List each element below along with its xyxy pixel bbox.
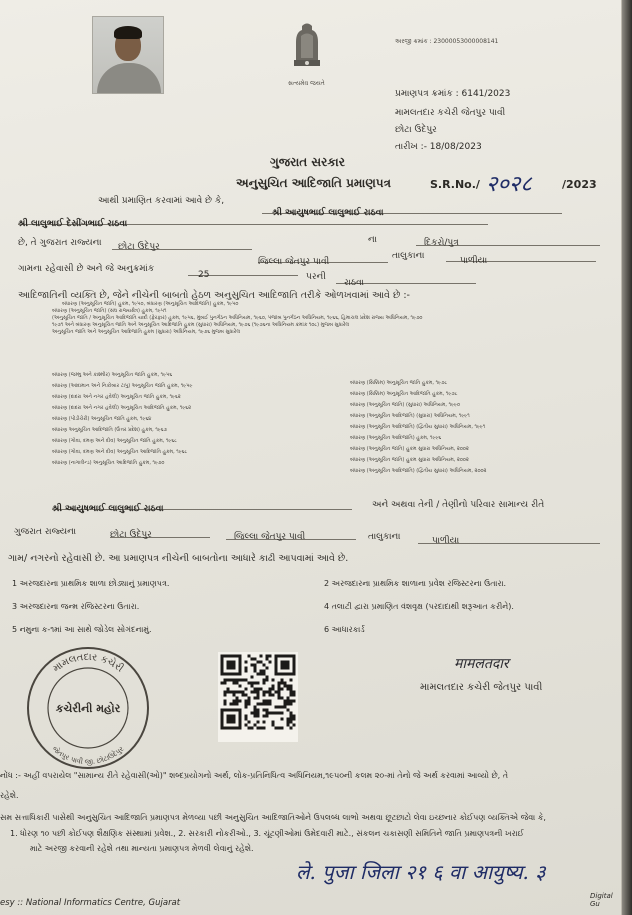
village: પાળીયા: [460, 256, 488, 266]
taluka-word: તાલુકાના: [392, 251, 425, 261]
footer-digital: Digital Gu: [590, 892, 613, 908]
family-taluka: જિલ્લા જેતપુર પાવી: [234, 532, 306, 542]
certificate-title: અનુસુચિત આદિજાતિ પ્રમાણપત્ર: [236, 176, 391, 190]
family-village-line-text: ગામ/ નગરનો રહેવાસી છે. આ પ્રમાણપત્ર નીચેની બાબતોના આધારે કાઢી આપવામાં આવે છે.: [8, 553, 349, 564]
order-item: બંધારણ (ગોવા, દમણ અને દીવ) અનુસૂચિત જાતિ હુકમ, ૧૯૬૮: [52, 438, 177, 444]
svg-text:મામલતદાર કચેરી: [51, 652, 126, 675]
applicant-photo: [92, 16, 164, 94]
document-item-1: 1 અરજદારના પ્રાથમિક શાળા છોડ્યાનું પ્રમાણપત્ર.: [12, 579, 170, 588]
village-line: [446, 248, 596, 266]
applicant-name: શ્રી આયુષભાઈ લાલુભાઈ રાઠવા: [272, 208, 384, 218]
order-item: બંધારણ (ગોવા, દમણ અને દીવ) અનુસૂચિત આદિજાતિ હુકમ, ૧૯૬૮: [52, 449, 188, 455]
order-item: બંધારણ અનુસૂચિત આદિજાતિ (ઉત્તર પ્રદેશ) હુકમ, ૧૯૬૭: [52, 427, 167, 433]
footnote-note: સમ સત્તાધિકારી પાસેથી અનુસુચિત આદિજાતિ પ્રમાણપત્ર મેળવ્યા પછી અનુસુચિત આદિજાતિઓને ઉપલબ્ધ લાભો અથવા છૂટછાટો લેવા ઇચ્છનાર કોઈપણ વ્યક્તિએ જેવા કે,: [0, 813, 546, 822]
order-item: બંધારણ (પોંડીચેરી) અનુસૂચિત જાતિ હુકમ, ૧૯૬૪: [52, 416, 152, 422]
family-taluka-line: [226, 524, 356, 540]
footnote-line-1: નોંધ :- અહીં વપરાયેલ "સામાન્ય રીતે રહેવાસી(ઓ)" શબ્દપ્રયોગનો અર્થ, લોક-પ્રતિનિધિત્વ અધિનિયમ,૧૯૫૦ની કલમ ૨૦-માં તેનો જે અર્થ કરવામાં આવ્યો છે, તે: [0, 771, 509, 780]
order-item: (અનુસૂચિત જાતિ / અનુસૂચિત આદિજાતિ યાદી (ફેરફાર) હુકમ, ૧૯૫૬, મુંબઈ પુનર્ગઠન અધિનિયમ, ૧૯૬૦, પંજાબ પુનર્ગઠન અધિનિયમ, ૧૯૬૬, હિમાચલ પ્રદેશ રાજ્ય અધિનિયમ, ૧૯૭૦: [52, 315, 423, 321]
sr-label: S.R.No./: [430, 178, 480, 191]
signing-office: મામલતદાર કચેરી જેતપુર પાવી: [420, 682, 543, 693]
qr-code: [218, 652, 298, 742]
order-item: બંધારણ (અનુસૂચિત જાતિ) (સુધારા) અધિનિયમ, ૧૯૯૦: [350, 402, 460, 408]
order-item: બંધારણ (અનુસૂચિત આદિજાતિ) (દ્વિતીય સુધારા) અધિનિયમ, ૧૯૯૧: [350, 424, 486, 430]
caste-line: [336, 270, 476, 288]
order-item: બંધારણ (સિક્કિમ) અનુસૂચિત જાતિ હુકમ, ૧૯૭૮: [350, 380, 448, 386]
district-line: [112, 234, 252, 250]
village-lead: ગામના રહેવાસી છે અને જે અનુક્રમાંક: [18, 264, 155, 274]
order-item: બંધારણ (જમ્મુ અને કાશ્મીર) અનુસૂચિત જાતિ હુકમ, ૧૯૫૬: [52, 372, 173, 378]
serial-number: 25: [198, 270, 210, 280]
caste: રાઠવા: [344, 278, 364, 288]
taluka-line: [258, 249, 388, 267]
parni-word: પરની: [306, 272, 326, 282]
family-person: શ્રી આયુષભાઈ લાલુભાઈ રાઠવા: [52, 504, 164, 514]
state-lead: છે, તે ગુજરાત રાજ્યના: [18, 238, 102, 248]
issuing-office: મામલતદાર કચેરી જેતપુર પાવી: [395, 108, 506, 118]
na-word: ના: [368, 235, 377, 245]
order-item: બંધારણ (દાદરા અને નગર હવેલી) અનુસૂચિત જાતિ હુકમ, ૧૯૬૨: [52, 394, 181, 400]
order-item: બંધારણ (દાદરા અને નગર હવેલી) અનુસૂચિત આદિજાતિ હુકમ, ૧૯૬૨: [52, 405, 192, 411]
order-item: બંધારણ (નાગાલેન્ડ) અનુસૂચિત આદિજાતિ હુકમ, ૧૯૭૦: [52, 460, 165, 466]
relation-line: [416, 230, 600, 246]
family-village: પાળીયા: [432, 536, 460, 546]
footnote-line-2: રહેશે.: [0, 791, 19, 800]
order-item: બંધારણ (અનુસૂચિત આદિજાતિ) હુકમ, ૧૯૯૬: [350, 435, 442, 441]
issuing-district: છોટા ઉદેપુર: [395, 125, 437, 135]
orders-top: [52, 301, 612, 336]
order-item: બંધારણ (અનુસૂચિત જાતિ) હુકમ, ૧૯૫૦, બંધારણ (અનુસૂચિત આદિજાતિ) હુકમ, ૧૯૫૦: [62, 301, 239, 307]
signature-scribble: मामलतदार: [454, 656, 509, 672]
father-line: [18, 211, 488, 229]
national-emblem-icon: [282, 20, 332, 82]
relation: દિકરો/પુત્ર: [424, 238, 459, 248]
footnote-point-2: માટે અરજી કરવાની રહેશે તથા માન્યતા પ્રમાણપત્ર મેળવી લેવાનું રહેશે.: [30, 844, 254, 853]
order-item: બંધારણ (અનુસૂચિત જાતિ) હુકમ સુધારા અધિનિયમ, ૨૦૦૨: [350, 457, 469, 463]
sr-year: /2023: [562, 178, 597, 191]
document-item-4: 4 તલાટી દ્વારા પ્રમાણિત વંશવૃક્ષ (પરદાદાથી શરૂઆત કરીને).: [324, 602, 514, 611]
district: છોટા ઉદેપુર: [118, 242, 160, 252]
order-item: બંધારણ (અનુસૂચિત જાતિ) હુકમ સુધારા અધિનિયમ, ૨૦૦૨: [350, 446, 469, 452]
taluka: જિલ્લા જેતપુર પાવી: [258, 257, 330, 267]
seal-ring-top: મામલતદાર કચેરી: [51, 651, 126, 675]
order-item: બંધારણ (સિક્કિમ) અનુસૂચિત આદિજાતિ હુકમ, ૧૯૭૮: [350, 391, 458, 397]
office-seal: [20, 642, 156, 772]
footer-credit: esy :: National Informatics Centre, Gujarat: [0, 898, 181, 908]
application-number: અરજી ક્રમાંક : 23000053000008141: [395, 38, 499, 45]
order-item: અનુસૂચિત જાતિ અને અનુસૂચિત આદિજાતિ હુકમ (સુધારા) અધિનિયમ, ૧૯૭૬ મુજબ સુધારેલ: [52, 329, 241, 335]
seal-ring-bottom: જેતપુર પાવી જી. છોટાઉદેપુર: [50, 744, 126, 767]
issue-date: તારીખ :- 18/08/2023: [395, 142, 482, 152]
family-taluka-word: તાલુકાના: [368, 532, 401, 542]
tribe-statement: આદિજાતિની વ્યક્તિ છે, જેને નીચેની બાબતો હેઠળ અનુસુચિત આદિજાતિ તરીકે ઓળખવામાં આવે છે :-: [18, 290, 410, 301]
handwritten-note: ले. पुजा जिला २१ ६ वा आयुष्य. ३: [296, 860, 546, 884]
order-item: બંધારણ (આંદામાન અને નિકોબાર ટાપુ) અનુસૂચિત જાતિ હુકમ, ૧૯૫૯: [52, 383, 193, 389]
emblem-caption: સત્યમેવ જયતે: [288, 80, 325, 87]
order-item: બંધારણ (અનુસૂચિત આદિજાતિ) (દ્વિતીય સુધારા) અધિનિયમ, ૨૦૦૨: [350, 468, 487, 474]
page-edge-shadow: [622, 0, 632, 915]
family-person-line: [52, 496, 352, 514]
document-item-6: 6 આધારકાર્ડ: [324, 625, 365, 634]
order-item: ૧૯૭૧ અને બંધારણ અનુસૂચિત જાતિ અને અનુસૂચિત આદિજાતિ હુકમ (સુધારા) અધિનિયમ, ૧૯૭૬ (૧૯૭૬ના અધિનિયમ ક્રમાંક ૧૦૮) મુજબ સુધારેલ: [52, 322, 350, 328]
order-item: બંધારણ (અનુસૂચિત જાતિ) (સંઘ રાજ્યક્ષેત્ર) હુકમ, ૧૯૫૧: [52, 308, 167, 314]
orders-left-column: [52, 370, 192, 469]
serial-line: [188, 262, 298, 280]
document-item-3: 3 અરજદારના જન્મ રજિસ્ટરના ઉતારા.: [12, 602, 140, 611]
govt-title: ગુજરાત સરકાર: [270, 155, 345, 169]
certify-lead: આથી પ્રમાણિત કરવામાં આવે છે કે,: [98, 196, 225, 206]
family-state-lead: ગુજરાત રાજ્યના: [14, 527, 77, 537]
family-rest: અને અથવા તેની / તેણીનો પરિવાર સામાન્ય રીતે: [372, 500, 545, 510]
order-item: બંધારણ (અનુસૂચિત આદિજાતિ) (સુધારા) અધિનિયમ, ૧૯૯૧: [350, 413, 470, 419]
family-district-line: [110, 522, 210, 538]
seal-center: કચેરીની મહોર: [55, 702, 121, 715]
father-name: શ્રી લાલુભાઈ દેસીંગભાઈ રાઠવા: [18, 219, 128, 229]
footnote-point: 1. ધોરણ ૧૦ પછી કોઈપણ શૈક્ષણિક સંસ્થામાં પ્રવેશ., 2. સરકારી નોકરીઓ., 3. ચૂંટણીઓમાં ઉમેદવારી માટે., સંકલન ચકાસણી સમિતિને જાતિ પ્રમાણપત્રની ખરાઈ: [10, 829, 524, 838]
document-item-5: 5 નમુના ક-૧માં આ સાથે જોડેલ સોગંદનામું.: [12, 625, 152, 634]
sr-number-handwritten: २०२८: [486, 172, 532, 197]
orders-right-column: [350, 378, 486, 477]
family-village-line: [418, 528, 600, 544]
certificate-number: પ્રમાણપત્ર ક્રમાંક : 6141/2023: [395, 89, 511, 99]
family-district: છોટા ઉદેપુર: [110, 530, 152, 540]
document-item-2: 2 અરજદારના પ્રાથમિક શાળાના પ્રવેશ રજિસ્ટરના ઉતારા.: [324, 579, 507, 588]
